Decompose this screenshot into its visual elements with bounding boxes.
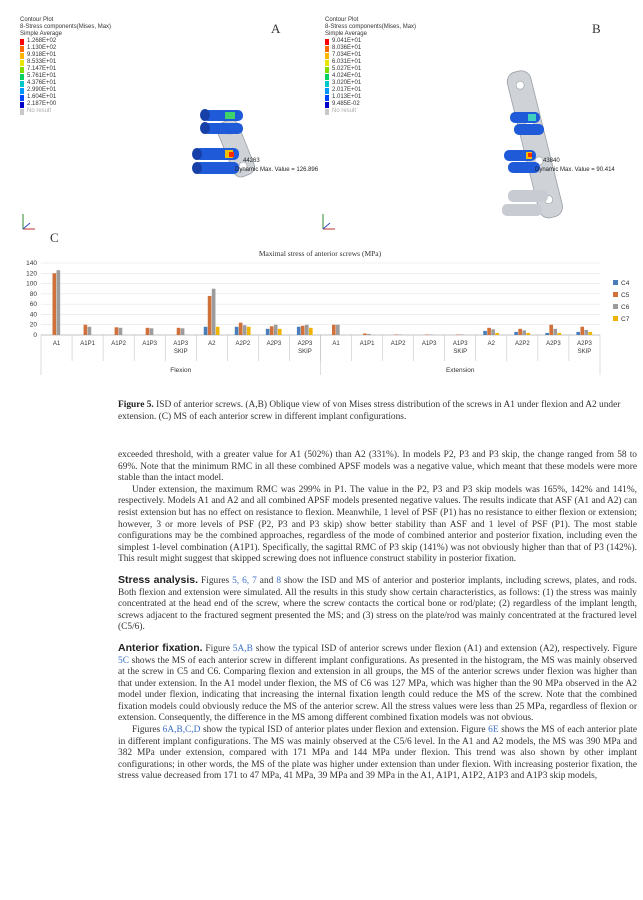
bar-C6 [243,325,247,335]
legend-swatch-C6 [613,304,618,309]
bar-C6 [274,325,278,335]
legend-entry [20,80,160,87]
x-tick-label: A2P3 [546,341,561,347]
bar-C5 [52,273,56,335]
x-tick-label: A2 [208,341,216,347]
panel-b-node: 43840 [543,158,560,164]
bar-C6 [584,330,588,335]
chart-title: Maximal stress of anterior screws (MPa) [258,249,382,258]
legend-swatch [20,74,24,80]
bar-C6 [367,334,371,335]
y-tick-label: 60 [29,301,37,309]
legend-swatch-C7 [613,316,618,321]
legend-swatch [325,81,329,87]
panel-a-max-note: Dynamic Max. Value = 126.896 [235,167,319,173]
legend-swatch [20,39,24,45]
legend-entry [20,73,160,80]
legend-value: 1.604E+01 [27,94,57,100]
group-label: Extension [445,367,475,374]
legend-no-result: No result [325,108,465,115]
panel-b-legend [325,17,465,115]
legend-label-C4: C4 [621,280,630,287]
x-tick-label: A1P2 [390,341,406,347]
legend-value: 7.034E+01 [332,52,362,58]
legend-entry [20,101,160,108]
x-tick-label: A1P3 [421,341,437,347]
screw-upper [200,109,243,134]
legend-swatch [20,95,24,101]
legend-swatch [325,95,329,101]
x-tick-label: A1P3 [173,341,189,347]
bar-C5 [580,327,584,335]
bar-C4 [576,332,580,335]
x-tick-label: SKIP [577,349,592,355]
bar-C6 [491,329,495,335]
legend-method: Simple Average [20,31,62,37]
panel-a-model [185,90,325,195]
legend-title: Contour Plot [20,17,54,23]
legend-swatch [20,46,24,52]
legend-value: 5.761E+01 [27,73,57,79]
bar-C4 [545,333,549,335]
bar-C5 [115,327,119,335]
paragraph-stress-analysis: Stress analysis. Figures 5, 6, 7 and 8 show the ISD and MS of anterior and posterior implants, including screws, plates, and rods. Both flexion and extension were simulated. All the results in this study show certain characteristics, as follows: (1) the stress was mainly concentrated at the head end of the screw, where the screw contacts the cortical bone or rod/plate; (2) regardless of the implant length, screws adjacent to the fractured segment presented the MS; and (3) stress on the plate/rod was mainly concentrated at the fractured level (C5/6). [118,573,638,633]
bar-C6 [212,289,216,335]
bar-C6 [57,270,61,335]
bar-C6 [522,330,526,335]
legend-entry [325,101,465,108]
bar-C4 [483,331,487,335]
legend-value: 9.918E+01 [27,52,57,58]
legend-swatch [325,102,329,108]
legend-entry [20,45,160,52]
legend-swatch-C4 [613,280,618,285]
legend-subtitle: 8-Stress components(Mises, Max) [325,24,417,30]
legend-value: 2.017E+01 [332,87,362,93]
legend-value: 3.020E+01 [332,80,362,86]
x-tick-label: A2P2 [515,341,530,347]
legend-label-C5: C5 [621,292,630,299]
x-tick-label: SKIP [173,349,188,355]
legend-value: 1.268E+02 [27,38,57,44]
section-heading-anterior-fixation: Anterior fixation. [118,641,203,654]
x-tick-label: A2P3 [297,341,313,347]
figure-link[interactable]: 6A,B,C,D [162,725,201,736]
legend-swatch [20,81,24,87]
bar-C6 [553,329,557,335]
y-tick-label: 120 [26,270,37,278]
panel-b-max-note: Dynamic Max. Value = 90.414 [535,167,615,173]
panel-b-letter: B [592,21,601,36]
bar-C5 [363,333,367,335]
legend-value: 5.027E+01 [332,66,362,72]
panel-c-letter: C [50,230,59,245]
legend-entry [325,52,465,59]
bar-C5 [487,328,491,335]
legend-swatch [20,102,24,108]
legend-value: 4.024E+01 [332,73,362,79]
bar-C5 [332,325,336,335]
bar-C6 [150,328,154,335]
paragraph: Under extension, the maximum RMC was 299% in P1. The value in the P2, P3 and P3 skip models was 165%, 142% and 141%, respectively. Models A1 and A2 and all combined APSF models presented negative values. The results indicate that ASF (A1 and A2) can resist extension but has no effect on resistance to flexion. Meanwhile, 1 level of PSF (P1) has no resistance to either flexion or extension; however, 3 or more levels of PSF (P2, P3 and P3 skip) show better stability than ASF and 1 level of PSF (P1). The most stable configurations may be the combined approaches, regardless of the mode of combined anterior and posterior fixation, including even the simplest 1-level combination (A1P1). Specifically, the sagittal RMC of P3 skip (141%) was not obviously higher than that of P3 (142%). This result might suggest that skipped screwing does not influence construct stability in posterior fixation. [118,484,637,565]
paragraph-anterior-fixation: Anterior fixation. Figure 5A,B show the typical ISD of anterior screws under flexion (A1) and extension (A2), respectively. Figure 5C shows the MS of each anterior screw in different implant configurations. As presented in the histogram, the MS was mainly observed at the screw in C5 and C6. Comparing flexion and extension in all groups, the MS of the anterior screws under flexion was higher than that under extension. In the A1 model under flexion, the MS of C6 was 127 MPa, which was higher than the 90 MPa observed in the A2 model under flexion, indicating that increasing the internal fixation length could reduce the MS of the screw. Note that the combined fixation models could obviously reduce the MS of the anterior screw. All the stress values were less than 25 MPa, regardless of flexion or extension. Consequently, the difference in the MS among different combined fixation models was not obvious. [118,641,638,724]
legend-entry [325,38,465,45]
panel-a-letter: A [271,21,281,36]
bar-C4 [297,327,301,335]
x-tick-label: A2P3 [577,341,592,347]
legend-swatch-C5 [613,292,618,297]
legend-scale [20,38,160,108]
bar-C5 [208,296,212,335]
legend-swatch [325,67,329,73]
legend-method: Simple Average [325,31,367,37]
figure-label: Figure 5. [118,400,154,410]
y-tick-label: 40 [29,311,37,319]
section-heading-stress-analysis: Stress analysis. [118,573,199,586]
legend-entry [20,66,160,73]
bar-C5 [177,328,181,335]
figure-link[interactable]: 6E [488,725,499,736]
legend-label-C6: C6 [621,304,630,311]
panel-b-model [480,60,590,225]
panel-a-legend [20,17,160,115]
y-tick-label: 140 [26,260,37,267]
x-tick-label: A2P3 [266,341,282,347]
legend-scale [325,38,465,108]
bar-C6 [460,334,464,335]
legend-label-C7: C7 [621,316,630,323]
bar-C7 [557,333,561,335]
x-tick-label: A1 [332,341,340,347]
legend-entry [20,87,160,94]
legend-title: Contour Plot [325,17,359,23]
bar-C5 [270,326,274,335]
axes-triad-icon [20,210,40,232]
bar-C7 [278,329,282,335]
x-tick-label: A2P2 [235,341,251,347]
bar-C5 [84,325,88,335]
bar-C6 [119,328,123,335]
legend-entry [20,52,160,59]
legend-value: 6.031E+01 [332,59,362,65]
legend-value: 8.533E+01 [27,59,57,65]
body-text [118,450,637,783]
legend-value: 1.130E+02 [27,45,57,51]
bar-C7 [216,327,220,335]
group-label: Flexion [170,367,192,374]
figure-link[interactable]: 5A,B [232,643,253,654]
y-tick-label: 20 [29,321,37,329]
bar-C4 [266,329,270,335]
paragraph: exceeded threshold, with a greater value for A1 (502%) than A2 (331%). In models P2, P3 and P3 skip, the change ranged from 58 to 69%. Note that the minimum RMC in all these combined APSF models was a negative value, which meant that these models were more stable than the intact model. [118,450,637,484]
legend-value: 7.147E+01 [27,66,57,72]
legend-subtitle: 8-Stress components(Mises, Max) [20,24,112,30]
legend-entry [325,66,465,73]
bar-C6 [305,325,309,335]
x-tick-label: SKIP [298,349,312,355]
legend-entry [325,94,465,101]
bar-C6 [336,325,340,335]
legend-value: 9.485E-02 [332,101,360,107]
legend-entry [20,38,160,45]
legend-no-result: No result [20,108,160,115]
bar-C5 [146,328,150,335]
legend-swatch [325,53,329,59]
bar-C4 [235,327,239,335]
bar-C5 [301,326,305,335]
legend-entry [325,87,465,94]
legend-swatch [325,46,329,52]
legend-value: 8.036E+01 [332,45,362,51]
y-tick-label: 0 [33,332,37,339]
legend-swatch [20,53,24,59]
stress-bar-chart [15,245,635,390]
bar-C5 [518,329,522,335]
panel-a-node: 44263 [243,158,260,164]
legend-swatch [20,67,24,73]
legend-value: 2.187E+00 [27,101,57,107]
bar-C5 [425,334,429,335]
legend-entry [20,94,160,101]
bar-C5 [394,334,398,335]
figure-caption [118,400,633,424]
x-tick-label: A1P1 [359,341,375,347]
x-tick-label: A1 [52,341,61,347]
bar-C6 [398,334,402,335]
paragraph: Figures 6A,B,C,D show the typical ISD of anterior plates under flexion and extension. Figure 6E shows the MS of each anterior plate in different implant configurations. The MS was mainly observed at the C5/6 level. In the A1 and A2 models, the MS was 390 MPa and 382 MPa under extension, compared with 171 MPa and 144 MPa under flexion. This trend was also shown by other implant configurations; in other words, the MS of the plate was higher under extension than under flexion. With increasing posterior fixation, the stress value decreased from 171 to 47 MPa, 41 MPa, 39 MPa and 39 MPa in the A1, A1P1, A1P2, A1P3 and A1P3 skip models, [118,725,638,782]
bar-C4 [204,327,208,335]
figure-link[interactable]: 5, 6, 7 [232,575,257,586]
figure-link[interactable]: 8 [276,575,281,586]
legend-swatch [20,88,24,94]
x-tick-label: A1P3 [142,341,158,347]
bar-C6 [88,327,92,335]
legend-entry [325,45,465,52]
x-tick-label: A1P3 [452,341,468,347]
legend-value: 4.376E+01 [27,80,57,86]
figure-link[interactable]: 5C [118,655,129,666]
legend-entry [20,59,160,66]
legend-swatch [325,39,329,45]
bar-C7 [495,333,499,335]
legend-swatch [325,88,329,94]
bar-C4 [514,332,518,335]
x-tick-label: A1P2 [111,341,126,347]
legend-value: 2.990E+01 [27,87,57,93]
x-tick-label: A2 [487,341,495,347]
y-tick-label: 100 [26,280,37,288]
legend-value: 1.013E+01 [332,94,362,100]
bar-C5 [456,334,460,335]
bar-C7 [247,327,251,335]
bar-C7 [526,333,530,335]
legend-swatch [20,60,24,66]
y-tick-label: 80 [29,290,37,298]
bar-C7 [589,332,593,335]
legend-swatch [325,60,329,66]
legend-entry [325,73,465,80]
bar-C6 [429,334,433,335]
legend-value: 9.041E+01 [332,38,362,44]
legend-entry [325,59,465,66]
legend-entry [325,80,465,87]
x-tick-label: A1P1 [80,341,95,347]
x-tick-label: SKIP [453,349,468,355]
bar-C5 [239,323,243,335]
bar-C7 [309,328,313,335]
figure-caption-text: ISD of anterior screws. (A,B) Oblique view of von Mises stress distribution of the screws in A1 under flexion and A2 under extension. (C) MS of each anterior screw in different implant configurations. [118,400,621,422]
bar-C5 [549,325,553,335]
legend-swatch [325,74,329,80]
bar-C6 [181,328,185,335]
axes-triad-icon [320,210,340,232]
